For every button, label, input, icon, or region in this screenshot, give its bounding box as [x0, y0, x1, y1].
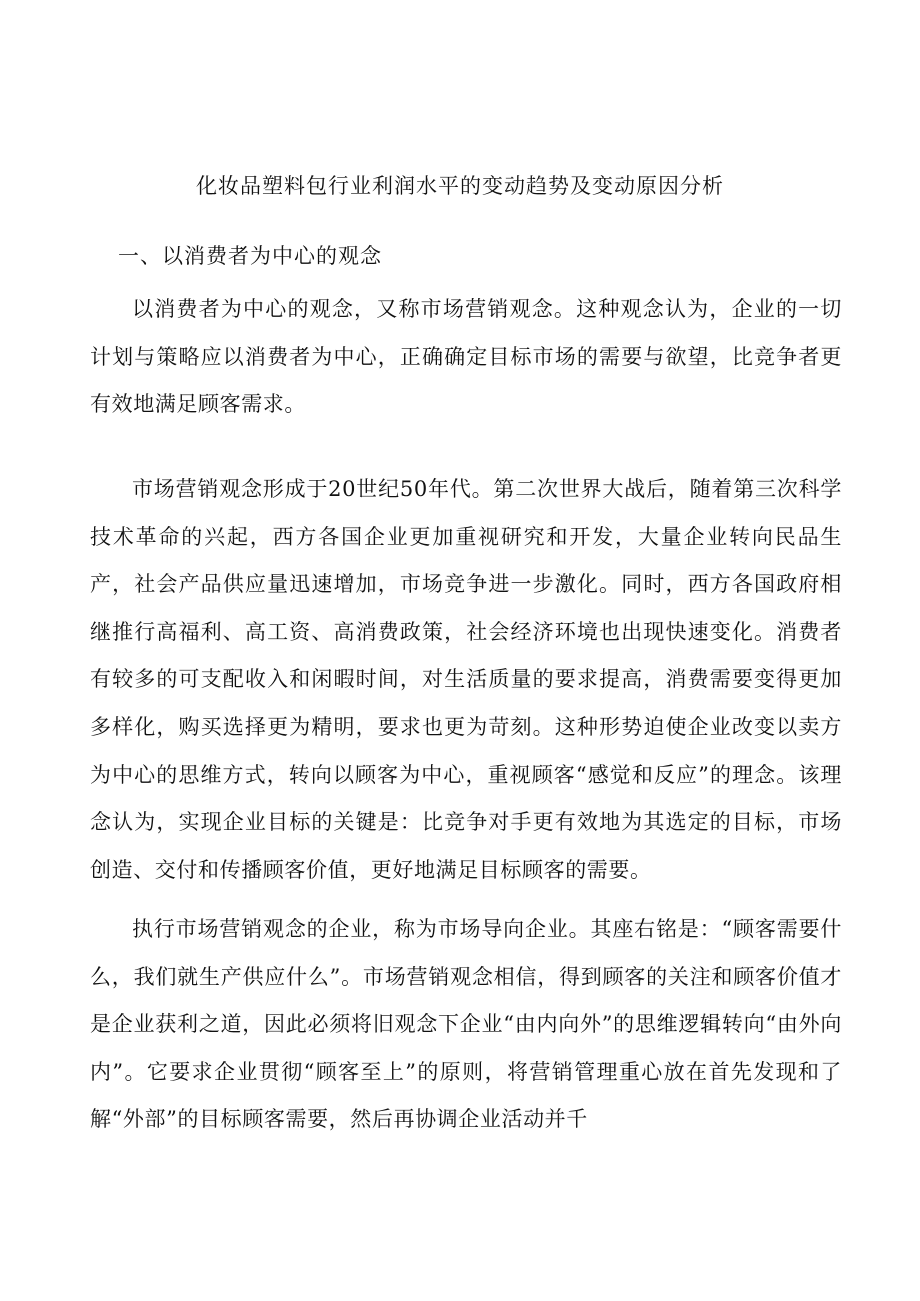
page-title: 化妆品塑料包行业利润水平的变动趋势及变动原因分析	[196, 174, 724, 198]
paragraph-1: 以消费者为中心的观念，又称市场营销观念。这种观念认为，企业的一切计划与策略应以消费者为中心，正确确定目标市场的需要与欲望，比竞争者更有效地满足顾客需求。	[90, 297, 842, 417]
paragraph-3: 执行市场营销观念的企业，称为市场导向企业。其座右铭是：“顾客需要什么，我们就生产供应什么”。市场营销观念相信，得到顾客的关注和顾客价值才是企业获利之道，因此必须将旧观念下企业“由内向外”的思维逻辑转向“由外向内”。它要求企业贯彻“顾客至上”的原则，将营销管理重心放在首先发现和了解“外部”的目标顾客需要，然后再协调企业活动并千	[90, 917, 842, 1132]
section-heading: 一、以消费者为中心的观念	[118, 244, 382, 268]
paragraph-2: 市场营销观念形成于20世纪50年代。第二次世界大战后，随着第三次科学技术革命的兴起，西方各国企业更加重视研究和开发，大量企业转向民品生产，社会产品供应量迅速增加，市场竞争进一步激化。同时，西方各国政府相继推行高福利、高工资、高消费政策，社会经济环境也出现快速变化。消费者有较多的可支配收入和闲暇时间，对生活质量的要求提高，消费需要变得更加多样化，购买选择更为精明，要求也更为苛刻。这种形势迫使企业改变以卖方为中心的思维方式，转向以顾客为中心，重视顾客“感觉和反应”的理念。该理念认为，实现企业目标的关键是：比竞争对手更有效地为其选定的目标，市场创造、交付和传播顾客价值，更好地满足目标顾客的需要。	[90, 477, 842, 882]
